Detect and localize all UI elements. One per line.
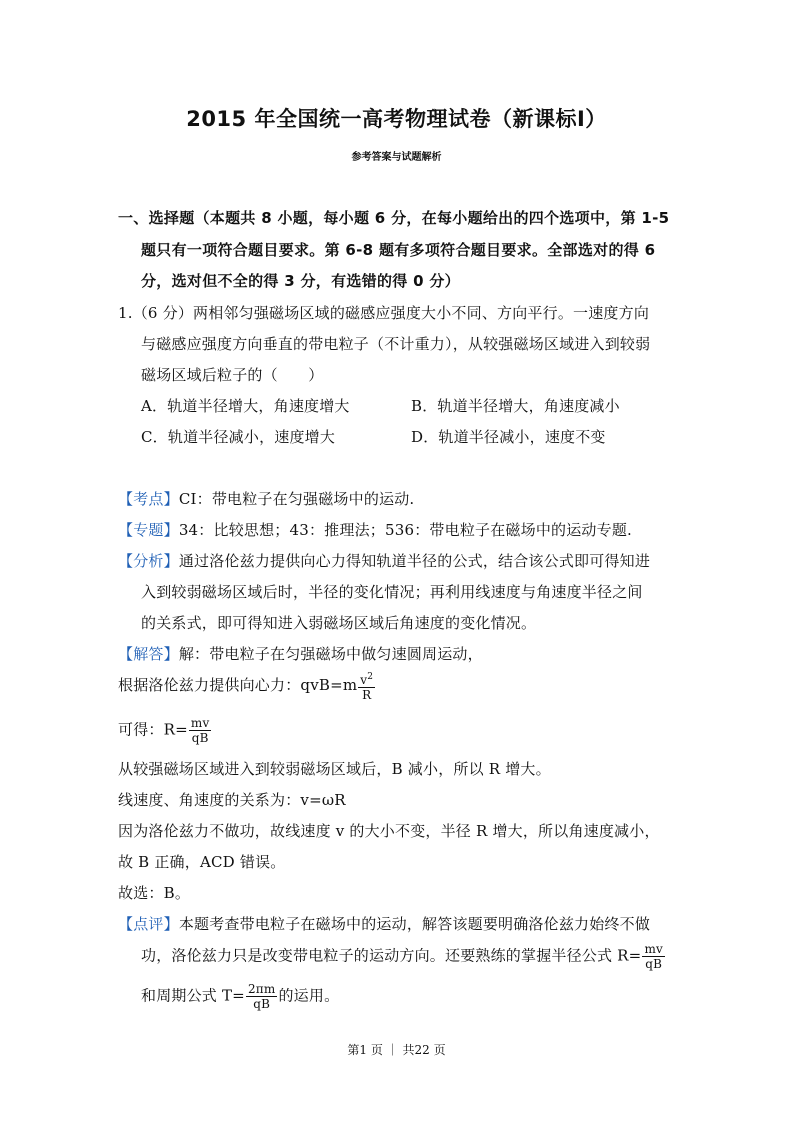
dianping-line-1 bbox=[118, 913, 650, 934]
option-d: D．轨道半径减小，速度不变 bbox=[411, 428, 606, 446]
jieda-line-5: 线速度、角速度的关系为：v=ωR bbox=[118, 791, 346, 809]
zhuanti-line bbox=[118, 519, 632, 540]
dianping-text-3-pre: 和周期公式 T= bbox=[141, 986, 245, 1005]
fraction-mv-numerator: mv bbox=[190, 716, 210, 730]
dianping-text-2: 功，洛伦兹力只是改变带电粒子的运动方向。还要熟练的掌握半径公式 R= bbox=[141, 946, 642, 965]
fraction-period-denominator: qB bbox=[253, 997, 271, 1011]
jieda-tag: 【解答】 bbox=[118, 645, 179, 663]
question-stem-line-1: 1.（6 分）两相邻匀强磁场区域的磁感应强度大小不同、方向平行。一速度方向 bbox=[118, 304, 650, 322]
page-subtitle: 参考答案与试题解析 bbox=[351, 152, 442, 163]
option-b: B．轨道半径增大，角速度减小 bbox=[411, 397, 620, 415]
dianping-line-3 bbox=[141, 982, 339, 1011]
jieda-text-3: 可得：R= bbox=[118, 720, 188, 739]
fenxi-line-3: 的关系式，即可得知进入弱磁场区域后角速度的变化情况。 bbox=[141, 614, 537, 632]
question-stem-line-2: 与磁感应强度方向垂直的带电粒子（不计重力），从较强磁场区域进入到较弱 bbox=[141, 335, 651, 353]
jieda-line-8: 故选：B。 bbox=[118, 884, 191, 902]
fraction-radius-formula bbox=[642, 942, 665, 971]
jieda-line-3 bbox=[118, 716, 212, 745]
jieda-line-4: 从较强磁场区域进入到较弱磁场区域后，B 减小，所以 R 增大。 bbox=[118, 760, 551, 778]
fenxi-text-1: 通过洛伦兹力提供向心力得知轨道半径的公式，结合该公式即可得知进 bbox=[178, 552, 651, 570]
dianping-tag: 【点评】 bbox=[118, 915, 179, 933]
fenxi-line-1 bbox=[118, 550, 650, 571]
dianping-text-3-post: 的运用。 bbox=[278, 986, 340, 1005]
jieda-line-7: 故 B 正确，ACD 错误。 bbox=[118, 853, 286, 871]
kaodian-text: CI：带电粒子在匀强磁场中的运动. bbox=[178, 490, 415, 508]
option-c: C．轨道半径减小，速度增大 bbox=[141, 428, 336, 446]
jieda-line-6: 因为洛伦兹力不做功，故线速度 v 的大小不变，半径 R 增大，所以角速度减小， bbox=[118, 822, 660, 840]
fraction-radius-denominator: qB bbox=[645, 957, 663, 971]
fraction-period-formula bbox=[246, 982, 278, 1011]
section-heading-line-2: 题只有一项符合题目要求。第 6-8 题有多项符合题目要求。全部选对的得 6 bbox=[141, 241, 656, 259]
kaodian-tag: 【考点】 bbox=[118, 490, 179, 508]
dianping-line-2 bbox=[141, 942, 666, 971]
fraction-v2-denominator: R bbox=[362, 688, 372, 702]
question-stem-line-3: 磁场区域后粒子的（ ） bbox=[141, 366, 324, 384]
zhuanti-tag: 【专题】 bbox=[118, 521, 179, 539]
fraction-v2-numerator: v bbox=[360, 673, 368, 687]
jieda-line-2 bbox=[118, 670, 376, 702]
fraction-mv-denominator: qB bbox=[191, 731, 209, 745]
page-footer: 第1 页 ｜ 共22 页 bbox=[347, 1043, 446, 1057]
fraction-period-numerator: 2πm bbox=[247, 982, 276, 996]
jieda-text-2: 根据洛伦兹力提供向心力：qvB=m bbox=[118, 676, 358, 694]
fenxi-line-2: 入到较弱磁场区域后时，半径的变化情况；再利用线速度与角速度半径之间 bbox=[141, 583, 643, 601]
page-title: 2015 年全国统一高考物理试卷（新课标Ⅰ） bbox=[186, 107, 607, 131]
fenxi-tag: 【分析】 bbox=[118, 552, 179, 570]
dianping-text-1: 本题考查带电粒子在磁场中的运动，解答该题要明确洛伦兹力始终不做 bbox=[178, 915, 651, 933]
zhuanti-text: 34：比较思想；43：推理法；536：带电粒子在磁场中的运动专题. bbox=[178, 521, 632, 539]
section-heading-line-1: 一、选择题（本题共 8 小题，每小题 6 分，在每小题给出的四个选项中，第 1-5 bbox=[118, 209, 670, 227]
kaodian-line bbox=[118, 488, 414, 509]
option-a: A．轨道半径增大，角速度增大 bbox=[141, 397, 350, 415]
fraction-radius-numerator: mv bbox=[644, 942, 663, 956]
fraction-v2-exponent: 2 bbox=[367, 672, 374, 682]
jieda-text-1: 解：带电粒子在匀强磁场中做匀速圆周运动， bbox=[178, 645, 483, 663]
jieda-line-1 bbox=[118, 643, 483, 664]
section-heading-line-3: 分，选对但不全的得 3 分，有选错的得 0 分） bbox=[141, 272, 460, 290]
fraction-mv-over-qb bbox=[189, 716, 212, 745]
fraction-v2-over-r bbox=[358, 670, 375, 702]
